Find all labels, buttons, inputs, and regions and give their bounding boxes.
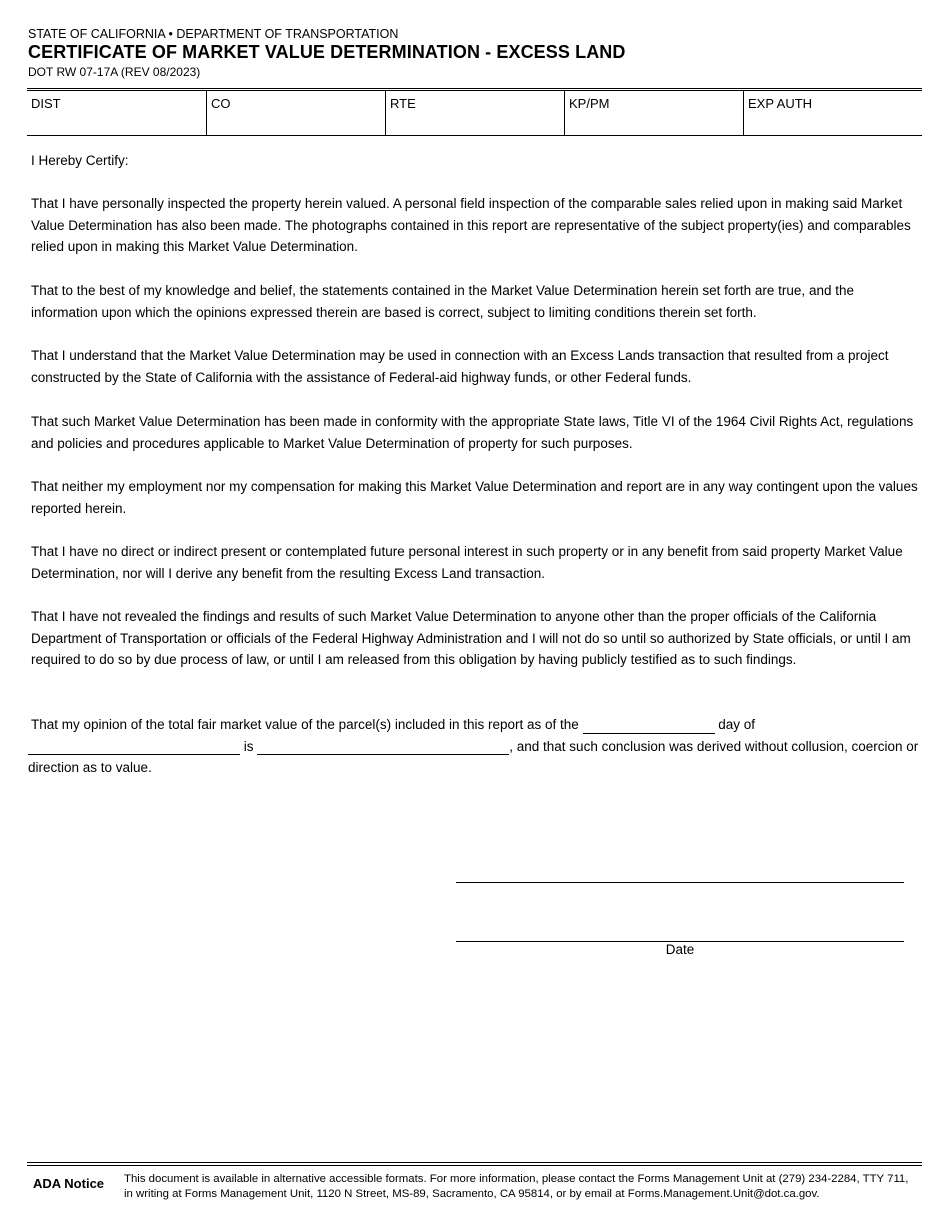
value-statement-part3: is (240, 738, 258, 754)
header-fields-table (27, 88, 922, 136)
field-kppm (564, 91, 743, 135)
form-title: CERTIFICATE OF MARKET VALUE DETERMINATION - EXCESS LAND (28, 42, 626, 62)
field-dist (27, 91, 206, 135)
field-rte-input[interactable] (389, 113, 561, 135)
value-statement-part2: day of (714, 717, 756, 732)
footer-divider (27, 1162, 922, 1166)
signature-field[interactable] (456, 864, 904, 883)
cert-paragraph-2: That to the best of my knowledge and belief, the statements contained in the Market Value Determination herein set forth are true, and the information upon which the opinions expressed therein are based is correct, subject to limiting conditions therein set forth. (31, 283, 854, 320)
date-label: Date (665, 942, 695, 957)
field-dist-input[interactable] (30, 113, 203, 135)
month-year-field[interactable] (28, 738, 240, 755)
field-exp-auth-input[interactable] (747, 113, 919, 135)
ada-notice-text: This document is available in alternative accessible formats. For more information, please contact the Forms Management Unit at (279) 234-2284, TTY 711, in writing at Forms Management Unit, 1120 N Street, MS-89, Sacramento, CA 95814, or by email at Forms.Management.Unit@dot.ca.gov. (124, 1173, 909, 1200)
value-statement-part4: , and that such conclusion was derived without collusion, coercion or direction as to value. (28, 738, 919, 776)
cert-paragraph-7: That I have not revealed the findings and results of such Market Value Determination to anyone other than the proper officials of the California Department of Transportation or officials of the Federal Highway Administration and I will not do so until so authorized by State officials, or until I am required to do so by due process of law, or until I am released from this obligation by having publicly testified as to such findings. (31, 609, 911, 668)
market-value-amount-field[interactable] (257, 738, 509, 755)
field-rte-label: RTE (390, 96, 416, 111)
cert-paragraph-3: That I understand that the Market Value Determination may be used in connection with an Excess Lands transaction that resulted from a project constructed by the State of California with the assistance of Federal-aid highway funds, or other Federal funds. (31, 348, 889, 385)
field-kppm-input[interactable] (568, 113, 740, 135)
field-exp-auth-label: EXP AUTH (748, 96, 813, 111)
day-field[interactable] (583, 717, 715, 734)
field-co-input[interactable] (210, 113, 382, 135)
cert-paragraph-4: That such Market Value Determination has been made in conformity with the appropriate State laws, Title VI of the 1964 Civil Rights Act, regulations and policies and procedures applicable to Market Value Determination of property for such purposes. (31, 414, 914, 451)
certify-intro: I Hereby Certify: (31, 153, 129, 168)
field-dist-label: DIST (31, 96, 61, 111)
field-co (206, 91, 385, 135)
cert-paragraph-5: That neither my employment nor my compensation for making this Market Value Determination and report are in any way contingent upon the values reported herein. (31, 479, 918, 516)
field-exp-auth (743, 91, 922, 135)
field-rte (385, 91, 564, 135)
value-statement (28, 714, 921, 779)
ada-notice-title: ADA Notice (33, 1176, 105, 1191)
field-kppm-label: KP/PM (569, 96, 610, 111)
cert-paragraph-6: That I have no direct or indirect present or contemplated future personal interest in such property or in any benefit from said property Market Value Determination, nor will I derive any benefit from the resulting Excess Land transaction. (31, 544, 903, 581)
cert-paragraph-1: That I have personally inspected the property herein valued. A personal field inspection of the comparable sales relied upon in making said Market Value Determination has also been made. The photographs contained in this report are representative of the subject property(ies) and comparables relied upon in making this Market Value Determination. (31, 196, 911, 255)
date-field[interactable] (456, 923, 904, 942)
value-statement-part1: That my opinion of the total fair market value of the parcel(s) included in this report as of the (31, 717, 583, 732)
field-co-label: CO (211, 96, 231, 111)
form-number: DOT RW 07-17A (REV 08/2023) (28, 65, 201, 79)
agency-line: STATE OF CALIFORNIA • DEPARTMENT OF TRANSPORTATION (28, 27, 399, 41)
